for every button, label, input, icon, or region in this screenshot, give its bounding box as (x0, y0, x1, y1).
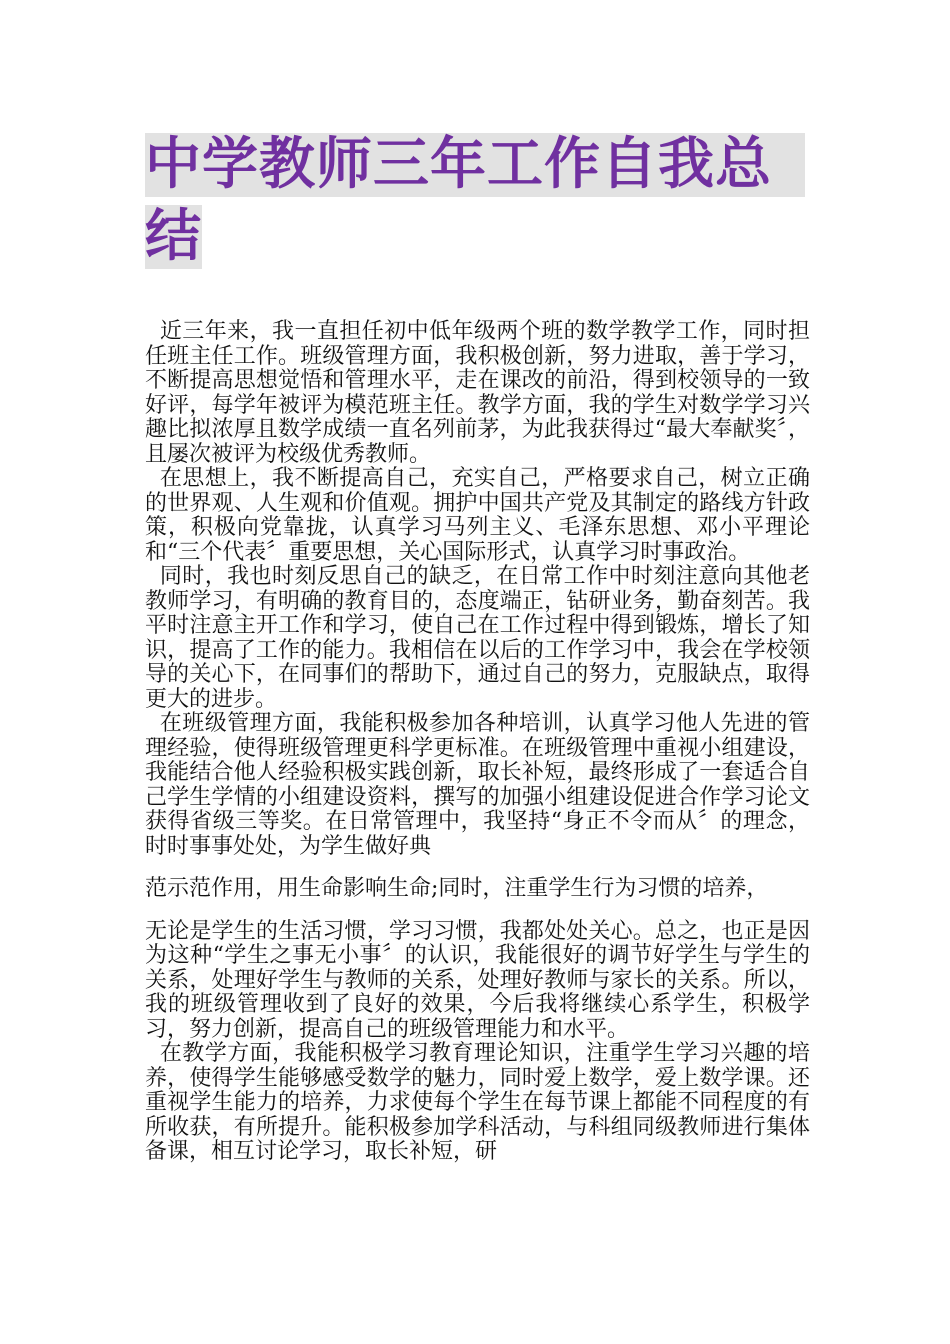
paragraph-class-management-end: 无论是学生的生活习惯，学习习惯，我都处处关心。总之，也正是因为这种“学生之事无小事〞的认识，我能很好的调节好学生与学生的关系，处理好学生与教师的关系，处理好教师与家长的关系。所以，我的班级管理收到了良好的效果，今后我将继续心系学生，积极学习，努力创新，提高自己的班级管理能力和水平。 (145, 918, 810, 1042)
paragraph-class-management: 在班级管理方面，我能积极参加各种培训，认真学习他人先进的管理经验，使得班级管理更科学更标准。在班级管理中重视小组建设，我能结合他人经验积极实践创新，取长补短，最终形成了一套适合自己学生学情的小组建设资料，撰写的加强小组建设促进合作学习论文获得省级三等奖。在日常管理中，我坚持“身正不令而从〞的理念，时时事事处处，为学生做好典 (145, 711, 810, 859)
paragraph-class-management-cont: 范示范作用，用生命影响生命;同时，注重学生行为习惯的培养， (145, 876, 769, 901)
title-line-2: 结 (145, 204, 202, 269)
paragraph-teaching: 在教学方面，我能积极学习教育理论知识，注重学生学习兴趣的培养，使得学生能够感受数学的魅力，同时爱上数学，爱上数学课。还重视学生能力的培养，力求使每个学生在每节课上都能不同程度的有所收获，有所提升。能积极参加学科活动，与科组同级教师进行集体备课，相互讨论学习，取长补短，研 (145, 1041, 810, 1164)
paragraph-reflection: 同时，我也时刻反思自己的缺乏，在日常工作中时刻注意向其他老教师学习，有明确的教育目的，态度端正，钻研业务，勤奋刻苦。我平时注意主开工作和学习，使自己在工作过程中得到锻炼，增长了知识，提高了工作的能力。我相信在以后的工作学习中，我会在学校领导的关心下，在同事们的帮助下，通过自己的努力，克服缺点，取得更大的进步。 (145, 564, 810, 712)
title-line-1: 中学教师三年工作自我总 (145, 133, 805, 197)
document-title (145, 133, 810, 269)
document-body (145, 320, 810, 1165)
paragraph-intro: 近三年来，我一直担任初中低年级两个班的数学教学工作，同时担任班主任工作。班级管理方面，我积极创新，努力进取，善于学习，不断提高思想觉悟和管理水平，走在课改的前沿，得到校领导的一致好评，每学年被评为模范班主任。教学方面，我的学生对数学学习兴趣比拟浓厚且数学成绩一直名列前茅，为此我获得过“最大奉献奖〞，且屡次被评为校级优秀教师。 (145, 319, 810, 467)
paragraph-thought: 在思想上，我不断提高自己，充实自己，严格要求自己，树立正确的世界观、人生观和价值观。拥护中国共产党及其制定的路线方针政策，积极向党靠拢，认真学习马列主义、毛泽东思想、邓小平理论和“三个代表〞重要思想，关心国际形式，认真学习时事政治。 (145, 466, 810, 565)
